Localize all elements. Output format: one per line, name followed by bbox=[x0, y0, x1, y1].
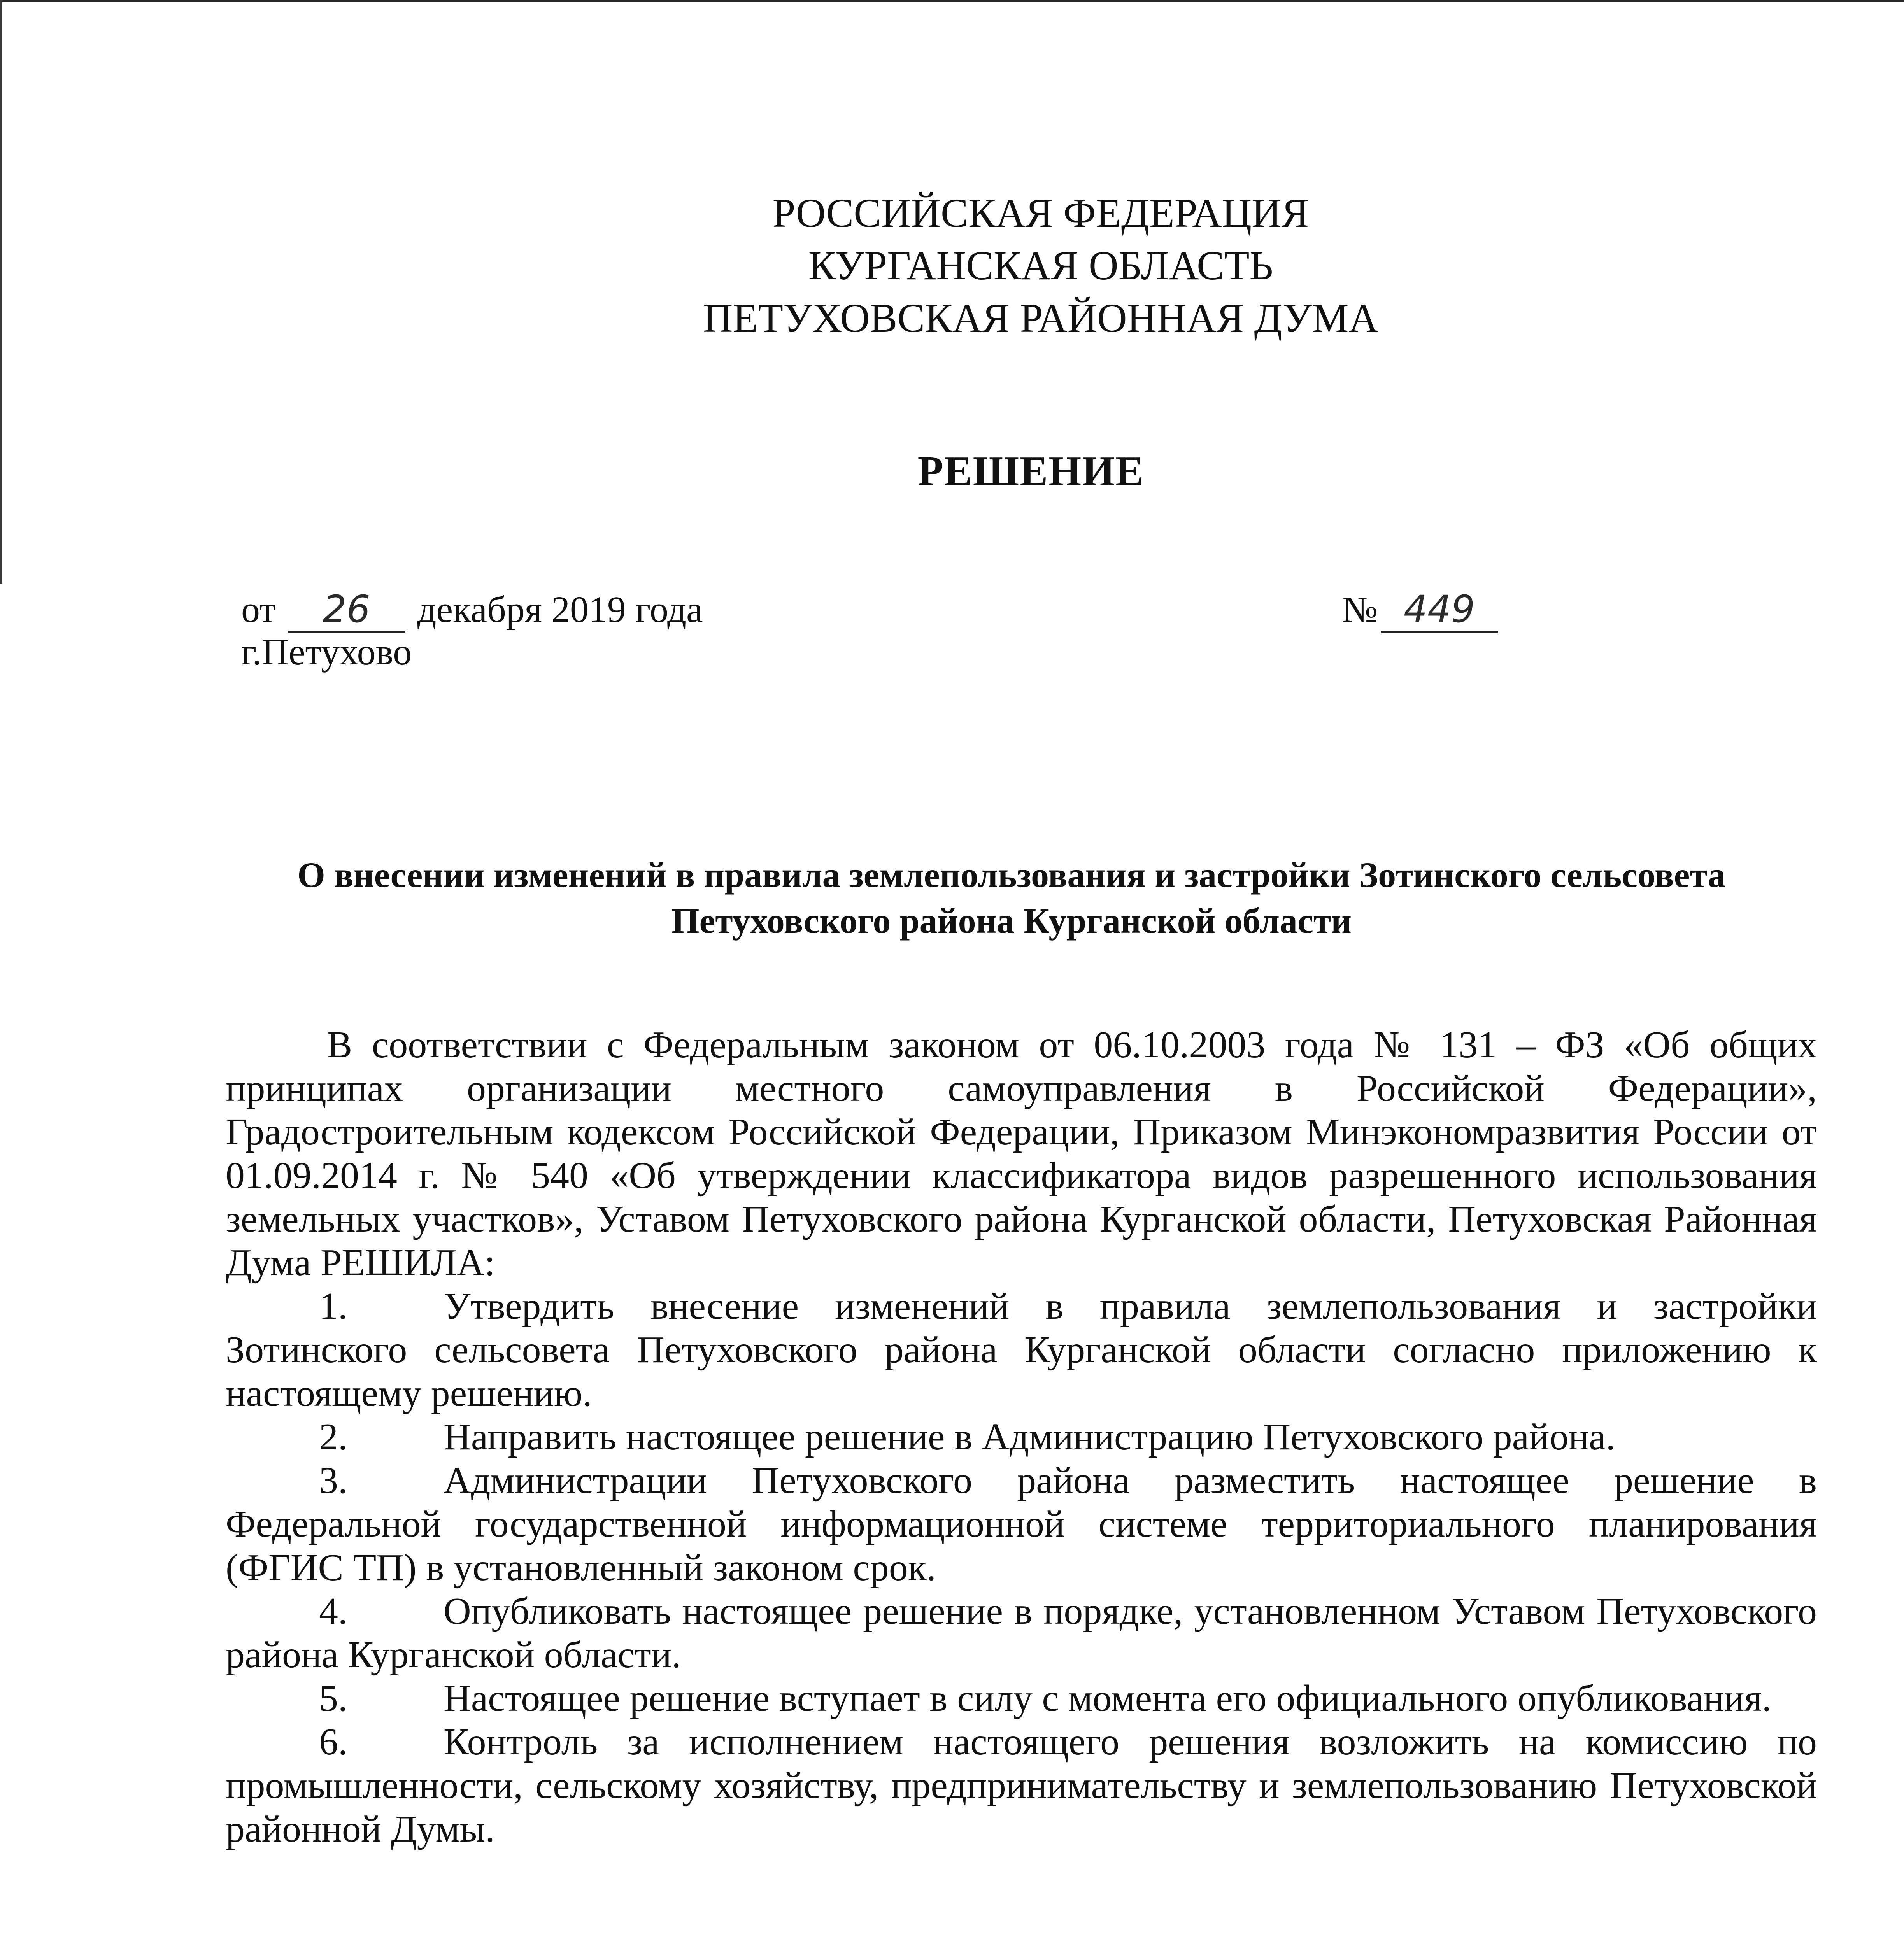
decision-item-4 bbox=[226, 1589, 1817, 1677]
date-rest: декабря 2019 года bbox=[417, 589, 703, 630]
date-day-handwritten: 26 bbox=[288, 587, 405, 633]
header-region: КУРГАНСКАЯ ОБЛАСТЬ bbox=[808, 243, 1273, 288]
item-number: 4. bbox=[319, 1590, 348, 1632]
subject-line-2: Петуховского района Курганской области bbox=[671, 901, 1352, 941]
item-text: Утвердить внесение изменений в правила землепользования и застройки Зотинского сельсовета Петуховского района Курганской области согласно приложению к настоящему решению. bbox=[226, 1285, 1817, 1414]
scan-edge-left bbox=[0, 0, 2, 584]
preamble-paragraph: В соответствии с Федеральным законом от 06.10.2003 года № 131 – ФЗ «Об общих принципах организации местного самоуправления в Российской Федерации», Градостроительным кодексом Российской Федерации, Приказом Минэкономразвития России от 01.09.2014 г. № 540 «Об утверждении классификатора видов разрешенного использования земельных участков», Уставом Петуховского района Курганской области, Петуховская Районная Дума РЕШИЛА: bbox=[226, 1024, 1817, 1284]
header-country: РОССИЙСКАЯ ФЕДЕРАЦИЯ bbox=[772, 190, 1309, 236]
item-number: 3. bbox=[319, 1460, 348, 1502]
scan-edge-top bbox=[0, 0, 1904, 2]
document-body bbox=[226, 1023, 1817, 1851]
item-number: 5. bbox=[319, 1677, 348, 1719]
item-text: Настоящее решение вступает в силу с момента его официального опубликования. bbox=[444, 1677, 1772, 1719]
document-number bbox=[1342, 587, 1498, 633]
number-handwritten: 449 bbox=[1381, 587, 1498, 633]
document-type-title: РЕШЕНИЕ bbox=[917, 448, 1145, 494]
item-text: Направить настоящее решение в Администрацию Петуховского района. bbox=[444, 1416, 1616, 1458]
header-authority: ПЕТУХОВСКАЯ РАЙОННАЯ ДУМА bbox=[703, 295, 1378, 341]
item-number: 1. bbox=[319, 1285, 348, 1327]
date-prefix: от bbox=[241, 589, 276, 630]
item-text: Опубликовать настоящее решение в порядке, установленном Уставом Петуховского района Курганской области. bbox=[226, 1590, 1817, 1676]
document-city: г.Петухово bbox=[241, 631, 412, 673]
decision-item-1 bbox=[226, 1284, 1817, 1415]
number-prefix: № bbox=[1342, 589, 1378, 630]
decision-item-2 bbox=[226, 1415, 1817, 1459]
subject-line-1: О внесении изменений в правила землепользования и застройки Зотинского сельсовета bbox=[297, 855, 1726, 895]
document-date bbox=[241, 587, 703, 633]
decision-item-6 bbox=[226, 1720, 1817, 1851]
item-text: Администрации Петуховского района разместить настоящее решение в Федеральной государственной информационной системе территориального планирования (ФГИС ТП) в установленный законом срок. bbox=[226, 1460, 1817, 1589]
item-text: Контроль за исполнением настоящего решения возложить на комиссию по промышленности, сельскому хозяйству, предпринимательству и землепользованию Петуховской районной Думы. bbox=[226, 1721, 1817, 1850]
document-header bbox=[584, 187, 1498, 344]
item-number: 6. bbox=[319, 1721, 348, 1763]
decision-item-3 bbox=[226, 1459, 1817, 1589]
document-subject bbox=[218, 852, 1805, 944]
decision-item-5 bbox=[226, 1677, 1817, 1720]
item-number: 2. bbox=[319, 1416, 348, 1458]
